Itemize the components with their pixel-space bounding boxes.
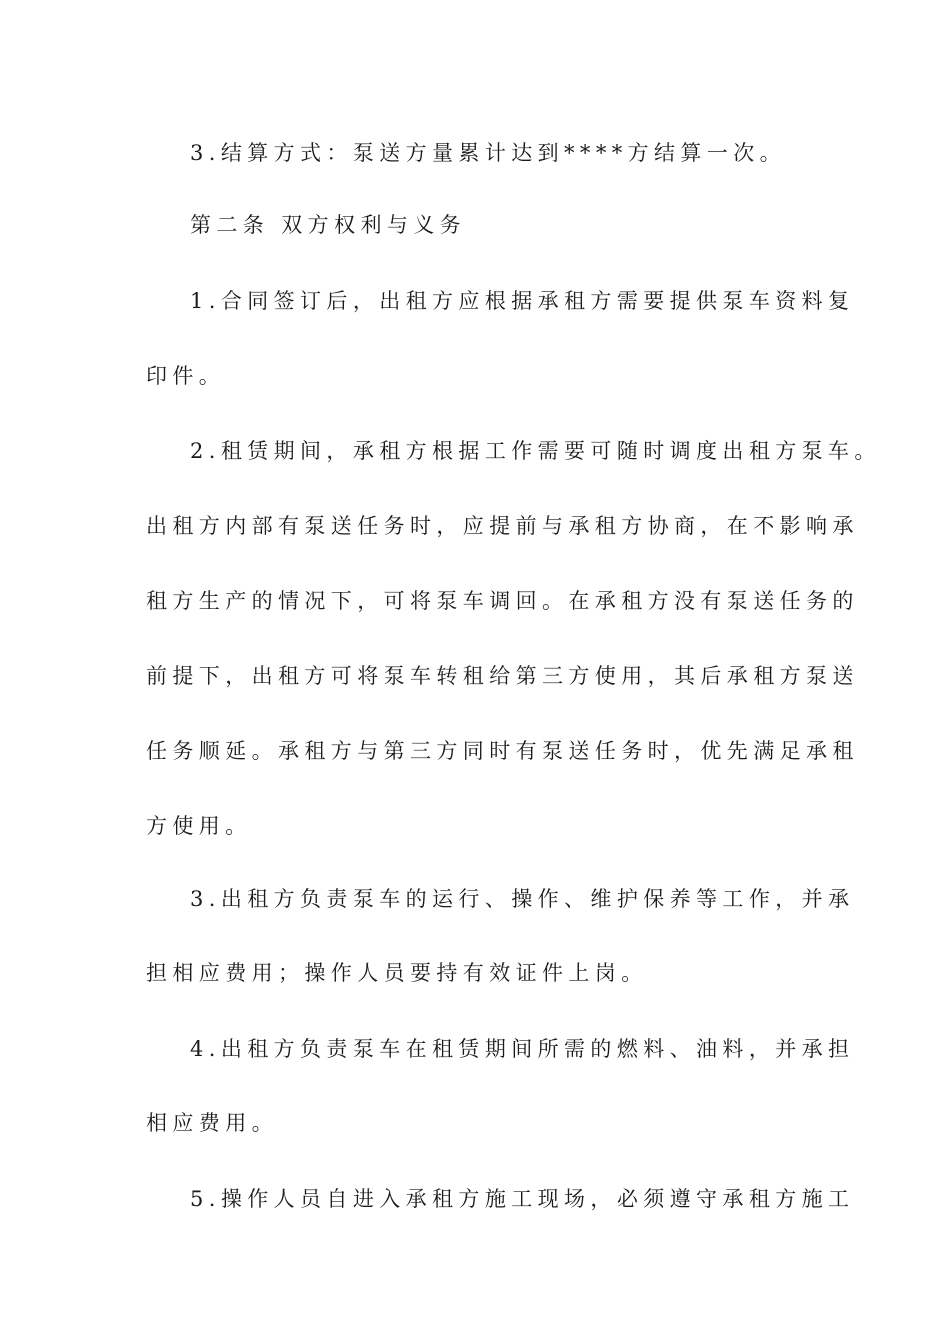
text-line-clause-4: 4.出租方负责泵车在租赁期间所需的燃料、油料，并承担 bbox=[190, 1037, 855, 1061]
text-line-settlement: 3.结算方式：泵送方量累计达到****方结算一次。 bbox=[190, 141, 787, 165]
text-line-clause-3-cont: 担相应费用；操作人员要持有效证件上岗。 bbox=[146, 961, 648, 985]
text-line-clause-5: 5.操作人员自进入承租方施工现场，必须遵守承租方施工 bbox=[190, 1187, 855, 1211]
text-line-clause-2: 2.租赁期间，承租方根据工作需要可随时调度出租方泵车。 bbox=[190, 439, 881, 463]
text-line-clause-1-cont: 印件。 bbox=[146, 364, 226, 388]
text-line-clause-2-cont-1: 出租方内部有泵送任务时，应提前与承租方协商，在不影响承 bbox=[146, 514, 859, 538]
text-line-clause-3: 3.出租方负责泵车的运行、操作、维护保养等工作，并承 bbox=[190, 887, 855, 911]
text-line-clause-2-cont-5: 方使用。 bbox=[146, 814, 252, 838]
section-heading-rights-obligations: 第二条 双方权利与义务 bbox=[190, 213, 467, 237]
text-line-clause-2-cont-3: 前提下，出租方可将泵车转租给第三方使用，其后承租方泵送 bbox=[146, 664, 859, 688]
text-line-clause-1: 1.合同签订后，出租方应根据承租方需要提供泵车资料复 bbox=[190, 289, 855, 313]
text-line-clause-2-cont-2: 租方生产的情况下，可将泵车调回。在承租方没有泵送任务的 bbox=[146, 589, 859, 613]
text-line-clause-4-cont: 相应费用。 bbox=[146, 1111, 278, 1135]
text-line-clause-2-cont-4: 任务顺延。承租方与第三方同时有泵送任务时，优先满足承租 bbox=[146, 739, 859, 763]
